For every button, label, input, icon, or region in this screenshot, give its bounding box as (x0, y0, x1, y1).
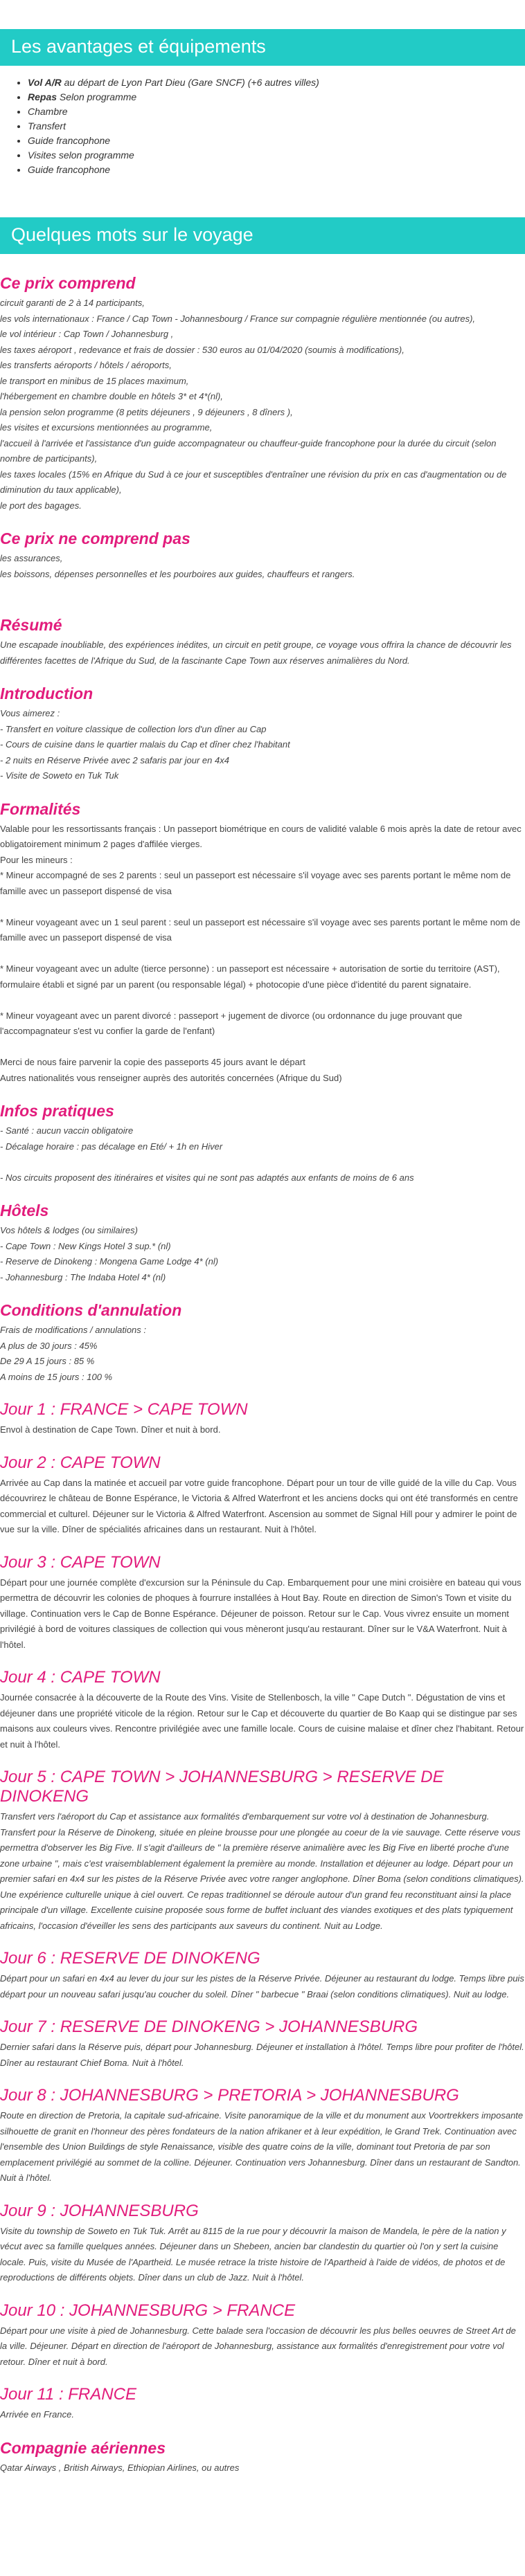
day-text: Envol à destination de Cape Town. Dîner et nuit à bord. (0, 1424, 221, 1435)
day-title: Jour 5 : CAPE TOWN > JOHANNESBURG > RESERVE DE DINOKENG (0, 1768, 444, 1806)
features-section-title: Les avantages et équipements (0, 29, 525, 66)
summary-section (0, 615, 525, 669)
intro-section (0, 684, 525, 784)
price-includes-text: circuit garanti de 2 à 14 participants, les vols internationaux : France / Cap Town - Johannesbourg / France sur compagnie régulière mentionnée (ou autres), le vol intérieur : Cap Town / Johannesburg , les taxes aéroport , redevance et frais de dossier : 530 euros au 01/04/2020 (soumis à modifications), les transferts aéroports / hôtels / aéroports, le transport en minibus de 15 places maximum, l'hébergement en chambre double en hôtels 3* et 4*(nl), la pension selon programme (8 petits déjeuners , 9 déjeuners , 8 dîners ), les visites et excursions mentionnées au programme, l'accueil à l'arrivée et l'assistance d'un guide accompagnateur ou chauffeur-guide francophone pour la durée du circuit (selon nombre de participants), les taxes locales (15% en Afrique du Sud à ce jour et susceptibles d'entraîner une révision du prix en cas d'augmentation ou de diminution du taux applicable), le port des bagages. (0, 298, 507, 511)
airlines-text: Qatar Airways , British Airways, Ethiopian Airlines, ou autres (0, 2462, 240, 2473)
day-section (0, 1949, 525, 2002)
summary-text: Une escapade inoubliable, des expériences inédites, un circuit en petit groupe, ce voyage vous offrira la chance de découvrir les différentes facettes de l'Afrique du Sud, de la fascinante Cape Town aux réserves animalières du Nord. (0, 640, 512, 666)
hotels-title: Hôtels (0, 1201, 49, 1219)
list-item (28, 119, 525, 134)
airlines-section (0, 2438, 525, 2476)
feature-bold: Repas (28, 91, 57, 102)
features-list (0, 75, 525, 177)
day-text: Dernier safari dans la Réserve puis, départ pour Johannesburg. Déjeuner et installation à l'hôtel. Temps libre pour profiter de l'hôtel. Dîner au restaurant Chief Boma. Nuit à l'hôtel. (0, 2042, 524, 2068)
intro-text: Vous aimerez : - Transfert en voiture classique de collection lors d'un dîner au Cap - Cours de cuisine dans le quartier malais du Cap et dîner chez l'habitant - 2 nuits en Réserve Privée avec 2 safaris par jour en 4x4 - Visite de Soweto en Tuk Tuk (0, 708, 290, 781)
day-title: Jour 3 : CAPE TOWN (0, 1552, 161, 1572)
price-excludes-text: les assurances, les boissons, dépenses personnelles et les pourboires aux guides, chauffeurs et rangers. (0, 553, 355, 579)
day-section (0, 1400, 525, 1438)
trip-content (0, 273, 525, 2476)
list-item (28, 105, 525, 119)
feature-text: Guide francophone (28, 164, 111, 175)
practical-section (0, 1101, 525, 1186)
day-section (0, 2202, 525, 2286)
day-section (0, 2086, 525, 2186)
formalities-title: Formalités (0, 799, 81, 818)
day-title: Jour 6 : RESERVE DE DINOKENG (0, 1949, 260, 1968)
price-excludes-section (0, 529, 525, 582)
practical-text: - Santé : aucun vaccin obligatoire - Décalage horaire : pas décalage en Eté/ + 1h en Hiver - Nos circuits proposent des itinéraires et visites qui ne sont pas adaptés aux enfants de moins de 6 ans (0, 1125, 414, 1183)
day-section (0, 1453, 525, 1538)
summary-title: Résumé (0, 616, 62, 634)
day-title: Jour 10 : JOHANNESBURG > FRANCE (0, 2301, 296, 2320)
day-text: Transfert vers l'aéroport du Cap et assistance aux formalités d'embarquement sur votre vol à destination de Johannesburg. Transfert pour la Réserve de Dinokeng, située en pleine brousse pour une plongée au coeur de la vie sauvage. Cette réserve vous permettra d'observer les Big Five. Il s'agit d'ailleurs de " la première réserve animalière avec les Big Five en liberté proche d'une zone urbaine ", mais c'est vraisemblablement également la première au monde. Installation et déjeuner au lodge. Départ pour un premier safari en 4x4 sur les pistes de la Réserve Privée avec votre ranger anglophone. Dîner Boma (selon conditions climatiques). Une expérience culturelle unique à ciel ouvert. Ce repas traditionnel se déroule autour d'un grand feu reconstituant ainsi la place principale d'un village. Excellente cuisine proposée sous forme de buffet incluant des viandes exotiques et des plats typiquement africains, l'occasion d'éveiller les sens des participants aux saveurs du continent. Nuit au Lodge. (0, 1811, 524, 1931)
day-text: Journée consacrée à la découverte de la Route des Vins. Visite de Stellenbosch, la ville " Cape Dutch ". Dégustation de vins et déjeuner dans une propriété viticole de la région. Retour sur le Cap et découverte du quartier de Bo Kaap qui se distingue par ses maisons aux couleurs vives. Rencontre privilégiée avec une famille locale. Cours de cuisine malaise et dîner chez l'habitant. Retour et nuit à l'hôtel. (0, 1692, 524, 1750)
day-title: Jour 8 : JOHANNESBURG > PRETORIA > JOHANNESBURG (0, 2086, 459, 2105)
day-section (0, 2301, 525, 2370)
cancellation-section (0, 1300, 525, 1385)
formalities-text: Valable pour les ressortissants français : Un passeport biométrique en cours de validité valable 6 mois après la date de retour avec obligatoirement minimum 2 pages d'affilée vierges. Pour les mineurs : * Mineur accompagné de ses 2 parents : seul un passeport est nécessaire s'il voyage avec ses parents portant le même nom de famille avec un passeport dispensé de visa * Mineur voyageant avec un 1 seul parent : seul un passeport est nécessaire s'il voyage avec ses parents portant le même nom de famille avec un passeport dispensé de visa * Mineur voyageant avec un adulte (tierce personne) : un passeport est nécessaire + autorisation de sortie du territoire (AST), formulaire établi et signé par un parent (ou responsable légal) + photocopie d'une pièce d'identité du parent signataire. * Mineur voyageant avec un parent divorcé : passeport + jugement de divorce (ou ordonnance du juge prouvant que l'accompagnateur s'est vu confier la garde de l'enfant) Merci de nous faire parvenir la copie des passeports 45 jours avant le départ Autres nationalités vous renseigner auprès des autorités concernées (Afrique du Sud) (0, 823, 522, 1083)
day-section (0, 1668, 525, 1752)
day-text: Route en direction de Pretoria, la capitale sud-africaine. Visite panoramique de la ville et du monument aux Voortrekkers imposante silhouette de granit en l'honneur des pères fondateurs de la nation afrikaner et à leur expédition, le Grand Trek. Continuation avec l'ensemble des Union Buildings de style Renaissance, visible des quatre coins de la ville, dominant tout Pretoria de par son emplacement privilégié au sommet de la colline. Déjeuner. Continuation vers Johannesburg. Dîner dans un restaurant de Sandton. Nuit à l'hôtel. (0, 2110, 524, 2183)
list-item (28, 163, 525, 177)
hotels-section (0, 1201, 525, 1285)
day-title: Jour 9 : JOHANNESBURG (0, 2201, 199, 2220)
day-text: Départ pour une journée complète d'excursion sur la Péninsule du Cap. Embarquement pour une mini croisière en bateau qui vous permettra de découvrir les colonies de phoques à fourrure installées à Hout Bay. Route en direction de Simon's Town et visite du village. Continuation vers le Cap de Bonne Espérance. Déjeuner de poisson. Retour sur le Cap. Vous vivrez ensuite un moment privilégié à bord de voitures classiques de collection qui vous mèneront jusqu'au restaurant. Dîner sur le V&A Waterfront. Nuit à l'hôtel. (0, 1577, 522, 1650)
airlines-title: Compagnie aériennes (0, 2438, 166, 2457)
list-item (28, 90, 525, 105)
price-includes-section (0, 273, 525, 514)
day-text: Visite du township de Soweto en Tuk Tuk. Arrêt au 8115 de la rue pour y découvrir la maison de Mandela, le père de la nation y vécut avec sa famille quelques années. Déjeuner dans un Shebeen, ancien bar clandestin du quartier où l'on y sert la cuisine locale. Puis, visite du Musée de l'Apartheid. Le musée retrace la triste histoire de l'Apartheid à l'aide de vidéos, de photos et de reproductions de différents objets. Dîner dans un club de Jazz. Nuit à l'hôtel. (0, 2225, 506, 2283)
feature-bold: Vol A/R (28, 77, 62, 88)
day-title: Jour 4 : CAPE TOWN (0, 1668, 161, 1687)
list-item (28, 75, 525, 90)
day-text: Arrivée au Cap dans la matinée et accueil par votre guide francophone. Départ pour un tour de ville guidé de la ville du Cap. Vous découvrirez le château de Bonne Espérance, le Victoria & Alfred Waterfront et les anciens docks qui ont été transformés en centre commercial et culturel. Déjeuner sur le Victoria & Alfred Waterfront. Ascension au sommet de Signal Hill pour y admirer le point de vue sur la ville. Dîner de spécialités africaines dans un restaurant. Nuit à l'hôtel. (0, 1477, 518, 1534)
feature-text: au départ de Lyon Part Dieu (Gare SNCF) (+6 autres villes) (61, 77, 319, 88)
trip-section-title: Quelques mots sur le voyage (0, 217, 525, 254)
practical-title: Infos pratiques (0, 1102, 114, 1120)
hotels-text: Vos hôtels & lodges (ou similaires) - Cape Town : New Kings Hotel 3 sup.* (nl) - Reserve de Dinokeng : Mongena Game Lodge 4* (nl) - Johannesburg : The Indaba Hotel 4* (nl) (0, 1225, 219, 1282)
day-section (0, 2017, 525, 2071)
feature-text: Chambre (28, 106, 68, 117)
formalities-section (0, 799, 525, 1087)
cancellation-title: Conditions d'annulation (0, 1301, 182, 1319)
price-excludes-title: Ce prix ne comprend pas (0, 529, 190, 547)
cancellation-text: Frais de modifications / annulations : A plus de 30 jours : 45% De 29 A 15 jours : 85 % A moins de 15 jours : 100 % (0, 1325, 146, 1382)
day-section (0, 1553, 525, 1653)
day-text: Arrivée en France. (0, 2409, 74, 2420)
day-title: Jour 7 : RESERVE DE DINOKENG > JOHANNESBURG (0, 2017, 418, 2036)
list-item (28, 134, 525, 148)
day-title: Jour 11 : FRANCE (0, 2385, 136, 2404)
day-section (0, 1768, 525, 1934)
day-text: Départ pour un safari en 4x4 au lever du jour sur les pistes de la Réserve Privée. Déjeuner au restaurant du lodge. Temps libre puis départ pour un nouveau safari jusqu'au coucher du soleil. Dîner " barbecue " Braai (selon conditions climatiques). Nuit au lodge. (0, 1973, 524, 1999)
list-item (28, 148, 525, 163)
intro-title: Introduction (0, 684, 94, 702)
feature-text: Visites selon programme (28, 149, 134, 161)
day-text: Départ pour une visite à pied de Johannesburg. Cette balade sera l'occasion de découvrir les plus belles oeuvres de Street Art de la ville. Déjeuner. Départ en direction de l'aéroport de Johannesburg, assistance aux formalités d'enregistrement pour votre vol retour. Dîner et nuit à bord. (0, 2325, 516, 2367)
price-includes-title: Ce prix comprend (0, 274, 136, 292)
feature-text: Selon programme (57, 91, 137, 102)
day-title: Jour 1 : FRANCE > CAPE TOWN (0, 1400, 248, 1419)
feature-text: Guide francophone (28, 135, 111, 146)
day-section (0, 2385, 525, 2423)
feature-text: Transfert (28, 120, 66, 131)
day-title: Jour 2 : CAPE TOWN (0, 1453, 161, 1472)
